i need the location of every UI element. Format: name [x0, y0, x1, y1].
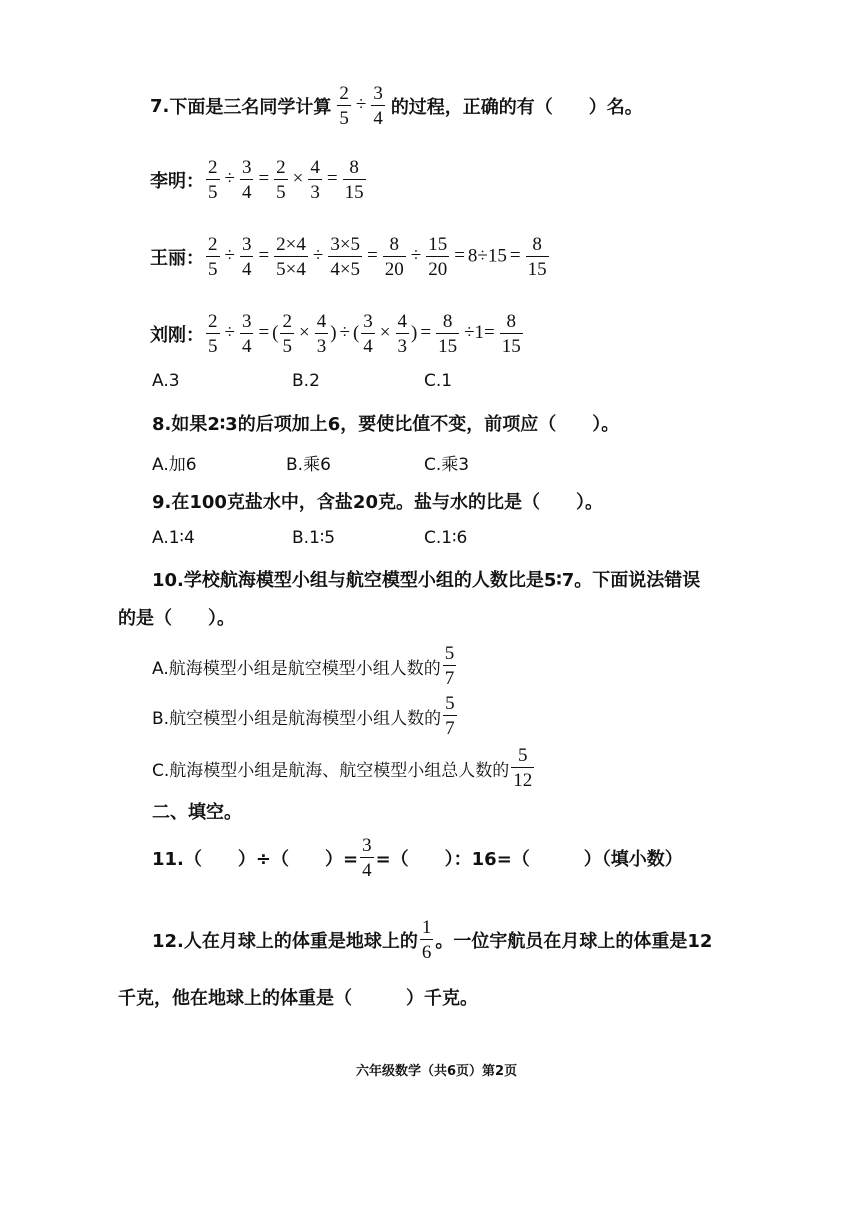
student-work-liu-gang — [150, 312, 525, 356]
fraction: $\frac{3}{4}$ — [373, 83, 383, 129]
math-operator: = — [454, 245, 465, 267]
question-7-text-before: 下面是三名同学计算 — [169, 97, 332, 118]
option-a[interactable]: A.加6 — [152, 455, 197, 475]
section-title: 二、填空。 — [152, 802, 242, 823]
option-c[interactable]: C.1∶6 — [424, 528, 468, 548]
question-8-options — [152, 450, 652, 474]
student-calculation — [204, 235, 551, 279]
option-c[interactable]: C.1 — [424, 371, 453, 391]
fraction: $\frac{2}{5}$ — [276, 157, 286, 203]
option-b[interactable]: B.1∶5 — [292, 528, 336, 548]
question-10-line-2: 的是（ ）。 — [118, 608, 235, 629]
fraction: $\frac{2}{5}$ — [339, 83, 349, 129]
option-text: B.航空模型小组是航海模型小组人数的 — [152, 708, 442, 729]
question-12 — [152, 918, 712, 962]
question-12-before: 12.人在月球上的体重是地球上的 — [152, 931, 418, 952]
question-9-options — [152, 528, 652, 552]
math-operator: ÷ — [224, 168, 235, 190]
question-7 — [150, 84, 643, 128]
math-operator: = — [420, 322, 432, 344]
student-work-li-ming — [150, 158, 368, 202]
option-text: A.航海模型小组是航空模型小组人数的 — [152, 658, 441, 679]
question-11 — [152, 836, 683, 880]
option-c[interactable]: C.乘3 — [424, 455, 470, 475]
question-12-after: 。一位宇航员在月球上的体重是12 — [435, 931, 713, 952]
math-text: ) — [330, 322, 337, 344]
option-a[interactable]: A.1∶4 — [152, 528, 195, 548]
fraction: $\frac{2}{5}$ — [208, 311, 218, 357]
math-operator: ÷ — [224, 322, 235, 344]
question-11-before: 11.（ ）÷（ ）= — [152, 849, 359, 870]
fraction: $\frac{8}{15}$ — [438, 311, 458, 357]
student-name: 李明： — [150, 171, 204, 192]
question-7-options — [152, 371, 652, 395]
fraction: $\frac{2}{5}$ — [208, 234, 218, 280]
math-operator: × — [379, 322, 391, 344]
option-a[interactable]: A.3 — [152, 371, 180, 391]
math-operator: = — [326, 168, 338, 190]
math-operator: ÷1= — [464, 322, 495, 344]
fraction: $\frac{3}{4}$ — [241, 234, 252, 280]
math-operator: × — [298, 322, 310, 344]
student-work-wang-li — [150, 235, 551, 279]
fraction: $\frac{3}{4}$ — [363, 311, 373, 357]
fraction: $\frac{4}{3}$ — [397, 311, 408, 357]
fraction: $\frac{5}{7}$ — [444, 643, 455, 689]
fraction: $\frac{15}{20}$ — [428, 234, 448, 280]
fraction: $\frac{8}{15}$ — [344, 157, 364, 203]
math-operator: = — [367, 245, 378, 267]
question-10-option-c[interactable] — [152, 746, 536, 790]
option-text: C.航海模型小组是航海、航空模型小组总人数的 — [152, 760, 510, 781]
fraction: $\frac{8}{15}$ — [501, 311, 521, 357]
question-12-line-2: 千克，他在地球上的体重是（ ）千克。 — [118, 988, 478, 1009]
fraction: $\frac{5}{7}$ — [445, 693, 455, 739]
math-operator: × — [292, 168, 304, 190]
math-operator: ÷ — [410, 245, 422, 267]
question-10-option-a[interactable] — [152, 644, 458, 688]
option-b[interactable]: B.乘6 — [286, 455, 331, 475]
math-operator: = — [258, 245, 270, 267]
fraction: $\frac{2}{5}$ — [282, 311, 292, 357]
question-10-line-1: 10.学校航海模型小组与航空模型小组的人数比是5∶7。下面说法错误 — [152, 570, 701, 591]
student-name: 刘刚： — [150, 325, 204, 346]
question-7-number: 7. — [150, 95, 170, 117]
student-name: 王丽： — [150, 248, 204, 269]
fraction: $\frac{2}{5}$ — [208, 157, 218, 203]
question-8: 8.如果2∶3的后项加上6，要使比值不变，前项应（ ）。 — [152, 414, 620, 435]
math-operator: ÷ — [339, 322, 350, 344]
math-operator: ÷ — [312, 245, 324, 267]
fraction: $\frac{3}{4}$ — [362, 835, 372, 881]
question-9: 9.在100克盐水中，含盐20克。盐与水的比是（ ）。 — [152, 492, 603, 513]
math-operator: = — [509, 245, 521, 267]
fraction: $\frac{8}{20}$ — [384, 234, 404, 280]
question-7-text-after: 的过程，正确的有（ ）名。 — [390, 97, 643, 118]
fraction: $\frac{8}{15}$ — [527, 234, 547, 280]
math-operator: = — [258, 322, 270, 344]
student-calculation — [204, 312, 525, 356]
math-text: ( — [352, 322, 360, 344]
math-operator: = — [258, 168, 270, 190]
fraction: $\frac{3}{4}$ — [241, 157, 252, 203]
question-7-expression: $\frac{2}{5}$ ÷ $\frac{3}{4}$ — [339, 83, 383, 129]
question-11-after: =（ ）：16=（ ）（填小数） — [375, 849, 683, 870]
fraction: $\frac{5}{12}$ — [513, 745, 533, 791]
fraction: $\frac{1}{6}$ — [421, 917, 432, 963]
fraction: $\frac{3\times 5}{4\times 5}$ — [330, 234, 361, 280]
fraction: $\frac{2\times 4}{5\times 4}$ — [276, 234, 306, 280]
fraction: $\frac{4}{3}$ — [316, 311, 327, 357]
fraction: $\frac{4}{3}$ — [310, 157, 320, 203]
math-text: ) — [411, 322, 418, 344]
option-b[interactable]: B.2 — [292, 371, 320, 391]
math-text: 8÷15 — [467, 245, 507, 267]
fraction: $\frac{3}{4}$ — [241, 311, 252, 357]
page-footer: 六年级数学（共6页）第2页 — [356, 1064, 518, 1079]
math-operator: ÷ — [224, 245, 235, 267]
question-10-option-b[interactable] — [152, 694, 459, 738]
student-calculation — [204, 158, 368, 202]
math-text: ( — [272, 322, 279, 344]
